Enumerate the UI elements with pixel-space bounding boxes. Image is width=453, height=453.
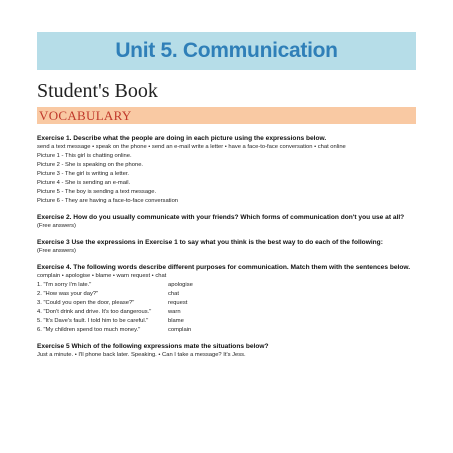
exercise-3	[37, 238, 417, 256]
match-sentence: 4. "Don't drink and drive. It's too dangerous."	[37, 309, 152, 315]
exercise-4	[37, 263, 417, 335]
exercise-2	[37, 213, 417, 231]
match-row	[37, 281, 417, 290]
exercise-1-expressions: send a text message • speak on the phone • send an e-mail write a letter • have a face-to-face conversation • chat online	[37, 144, 346, 150]
match-row	[37, 317, 417, 326]
book-subtitle: Student's Book	[37, 80, 158, 102]
exercise-1-heading: Exercise 1. Describe what the people are doing in each picture using the expressions below.	[37, 135, 327, 142]
match-sentence: 6. "My children spend too much money."	[37, 327, 141, 333]
match-word: apologise	[168, 282, 193, 288]
match-sentence: 5. "It's Dave's fault. I told him to be careful."	[37, 318, 149, 324]
answer-line: Picture 1 - This girl is chatting online.	[37, 153, 132, 159]
answer-line: Picture 2 - She is speaking on the phone.	[37, 162, 144, 168]
page-title: Unit 5. Communication	[115, 39, 338, 62]
exercise-1	[37, 134, 417, 206]
match-word: warn	[168, 309, 181, 315]
match-sentence: 1. "I'm sorry I'm late."	[37, 282, 92, 288]
match-row	[37, 308, 417, 317]
match-word: complain	[168, 327, 192, 333]
section-banner	[37, 107, 416, 124]
exercise-5	[37, 342, 417, 360]
title-banner	[37, 32, 416, 70]
exercise-3-note: (Free answers)	[37, 248, 76, 254]
answer-line: Picture 3 - The girl is writing a letter.	[37, 171, 130, 177]
exercise-5-heading: Exercise 5 Which of the following expressions mate the situations below?	[37, 343, 269, 350]
answer-line: Picture 4 - She is sending an e-mail.	[37, 180, 131, 186]
answer-line: Picture 5 - The boy is sending a text message.	[37, 189, 157, 195]
exercise-5-expressions: Just a minute. • I'll phone back later. Speaking. • Can I take a message? It's Jess.	[37, 352, 246, 358]
exercise-4-heading: Exercise 4. The following words describe different purposes for communication. Match them with the sentences below.	[37, 264, 411, 271]
exercise-3-heading: Exercise 3 Use the expressions in Exercise 1 to say what you think is the best way to do each of the following:	[37, 239, 383, 246]
exercise-content	[37, 134, 417, 360]
exercise-4-words: complain • apologise • blame • warn request • chat	[37, 273, 167, 279]
match-word: blame	[168, 318, 184, 324]
match-row	[37, 326, 417, 335]
section-title: VOCABULARY	[39, 107, 132, 123]
match-sentence: 3. "Could you open the door, please?"	[37, 300, 135, 306]
exercise-2-heading: Exercise 2. How do you usually communicate with your friends? Which forms of communication don't you use at all?	[37, 214, 405, 221]
match-word: chat	[168, 291, 179, 297]
answer-line: Picture 6 - They are having a face-to-face conversation	[37, 198, 179, 204]
match-sentence: 2. "How was your day?"	[37, 291, 99, 297]
match-word: request	[168, 300, 188, 306]
match-row	[37, 299, 417, 308]
exercise-2-note: (Free answers)	[37, 223, 76, 229]
match-row	[37, 290, 417, 299]
